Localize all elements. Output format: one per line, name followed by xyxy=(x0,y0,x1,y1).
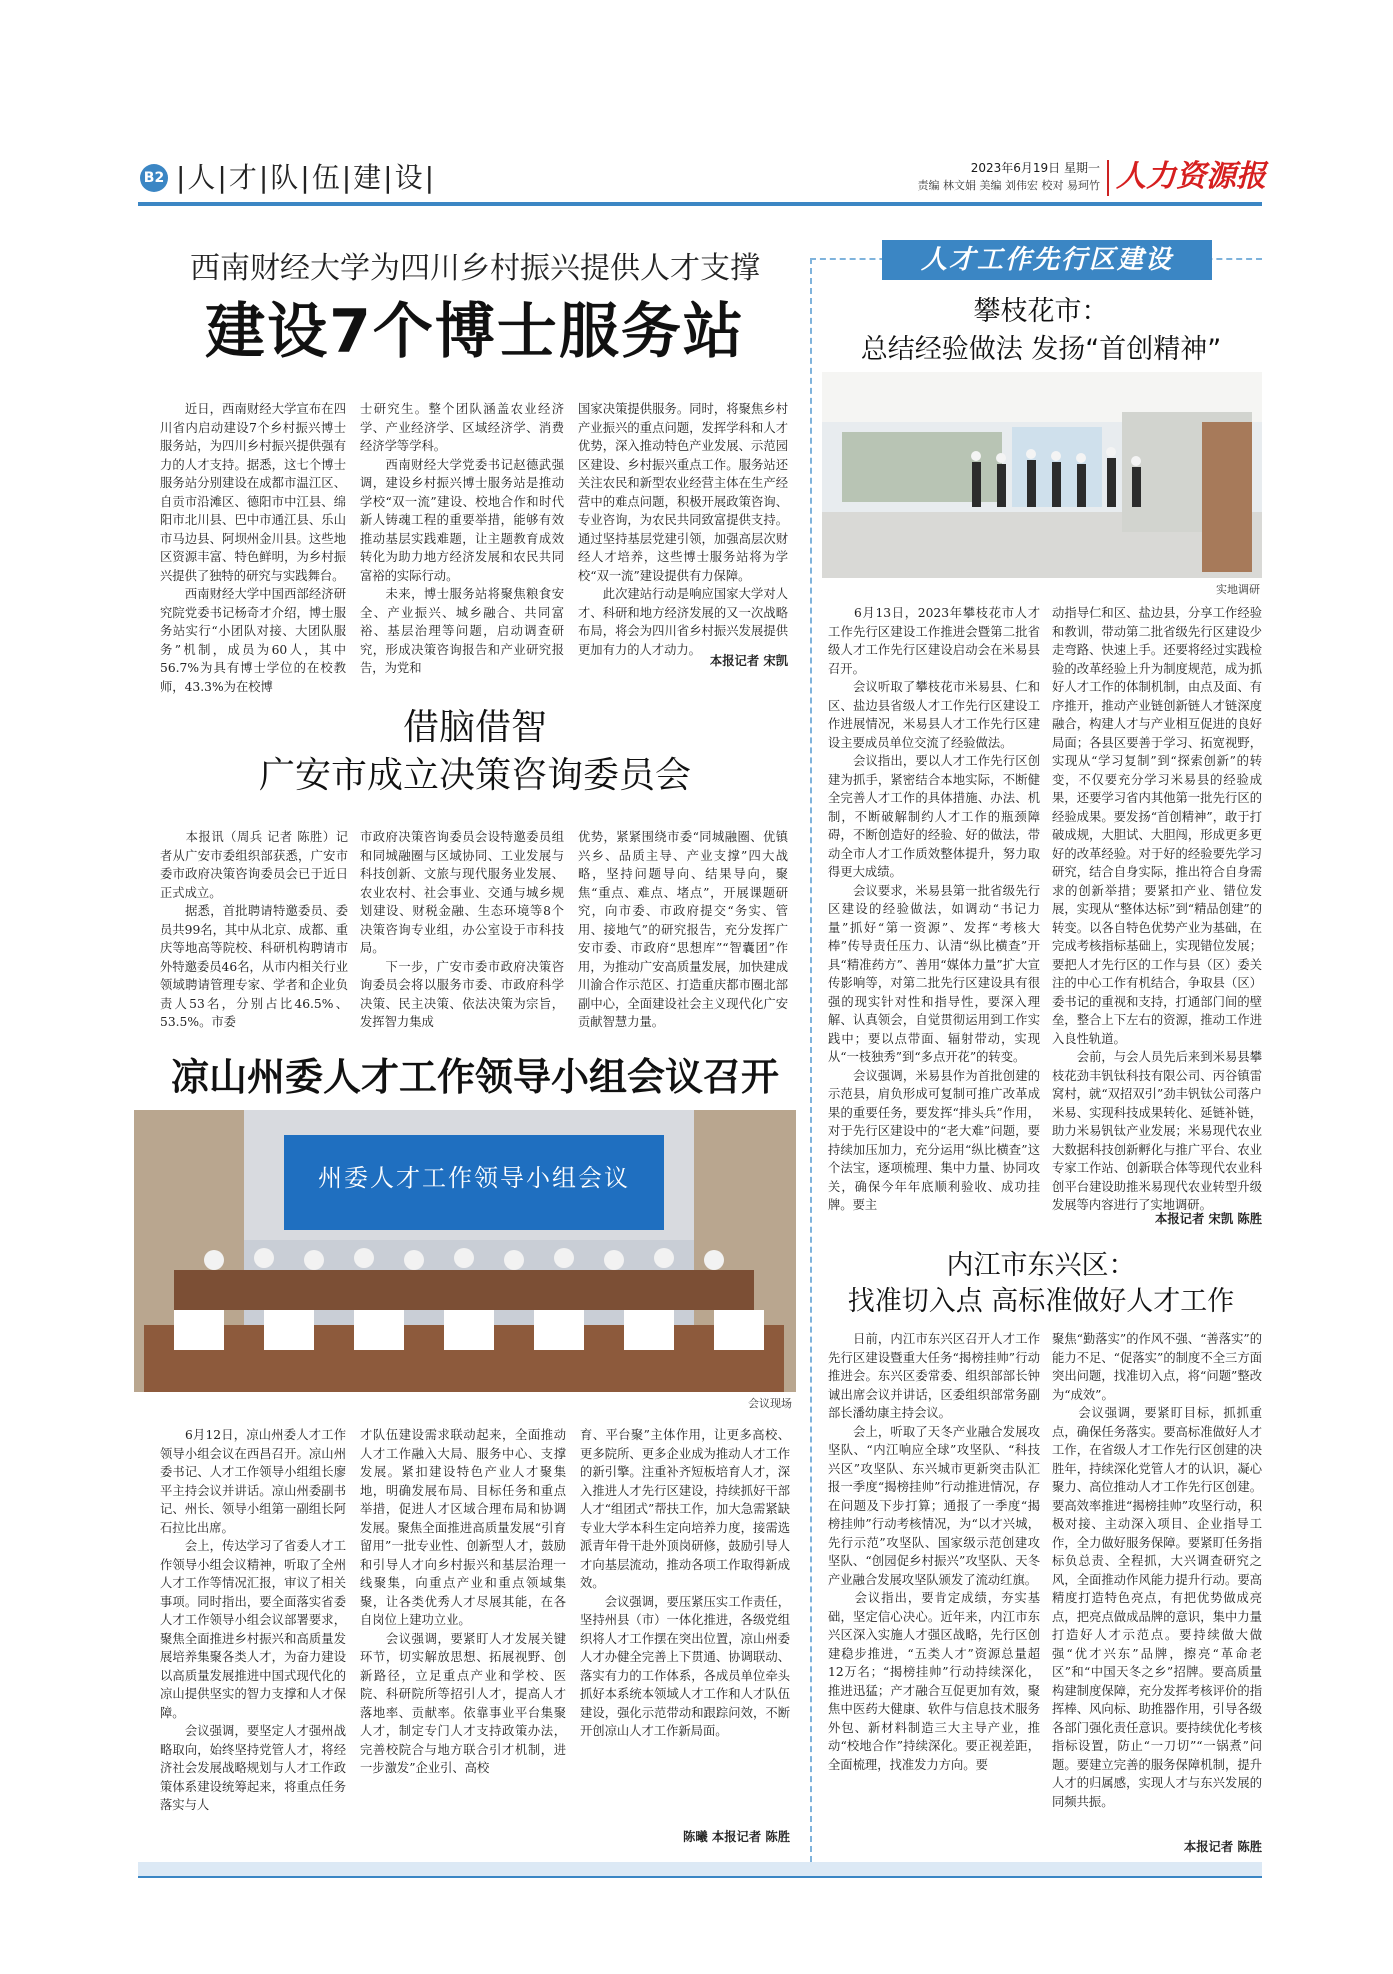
site-visit-photo xyxy=(822,372,1262,578)
right-article2-byline: 本报记者 陈胜 xyxy=(1183,1839,1262,1854)
editorial-staff: 责编 林文娟 美编 刘伟宏 校对 易珂竹 xyxy=(917,179,1100,192)
meeting-photo-art xyxy=(134,1110,796,1392)
header-divider xyxy=(1107,160,1109,196)
article3-column-2: 才队伍建设需求联动起来，全面推动人才工作融入大局、服务中心、支撑发展。紧扣建设特色产业人才聚集地，明确发展布局、目标任务和重点举措，促进人才区域合理布局和协调发展。聚焦全面推进高质量发展“引育留用”一批专业性、创新型人才，鼓励和引导人才向乡村振兴和基层治理一线聚集，向重点产业和重点领域集聚，让各类优秀人才尽展其能，在各自岗位上建功立业。 会议强调，要紧盯人才发展关键环节，切实解放思想、拓展视野、创新路径，立足重点产业和学校、医院、科研院所等招引人才，提高人才落地率、贡献率。依靠事业平台集聚人才，制定专门人才支持政策办法，完善校院合与地方联合引才机制，进一步激发”企业引、高校 xyxy=(360,1428,566,1775)
footer-rule xyxy=(138,1876,1262,1878)
page-number-badge: B2 xyxy=(140,164,168,192)
site-visit-photo-art xyxy=(822,372,1262,578)
right-article2-title-line1: 内江市东兴区： xyxy=(946,1250,1136,1281)
section-title: |人|才|队|伍|建|设| xyxy=(176,161,437,194)
article2-title: 广安市成立决策咨询委员会 xyxy=(258,755,691,796)
right-article1-byline: 本报记者 宋凯 陈胜 xyxy=(1155,1211,1262,1226)
right-article1-title-line1: 攀枝花市： xyxy=(973,296,1109,327)
header-rule xyxy=(138,202,1262,206)
right-article1-column-1: 6月13日，2023年攀枝花市人才工作先行区建设工作推进会暨第二批省级人才工作先行区建设启动会在米易县召开。 会议听取了攀枝花市米易县、仁和区、盐边县省级人才工作先行区建设工作进展情况，米易县人才工作先行区建设主要成员单位交流了经验做法。 会议指出，要以人才工作先行区创建为抓手，紧密结合本地实际，不断健全完善人才工作的具体措施、办法、机制，不断破解制约人才工作的瓶颈障碍，不断创造好的经验、好的做法，带动全市人才工作质效整体提升，努力取得更大成绩。 会议要求，米易县第一批省级先行区建设的经验做法，如调动“书记力量”抓好“第一资源”、发挥“考核大棒”传导责任压力、认清“纵比横查”开具“精准药方”、善用“媒体力量”扩大宣传影响等，对第二批先行区建设具有很强的现实针对性和指导性，要深入理解、认真领会，自觉贯彻运用到工作实践中；要以点带面、辐射带动，实现从“一枝独秀”到“多点开花”的转变。 会议强调，米易县作为首批创建的示范县，肩负形成可复制可推广改革成果的重要任务，要发挥“排头兵”作用，对于先行区建设中的“老大难”问题，要持续加压加力，充分运用“纵比横查”这个法宝，逐项梳理、集中力量、协同攻关，确保今年年底顺利验收、成功挂牌。要主 xyxy=(828,606,1040,1212)
right-article1-column-2: 动指导仁和区、盐边县，分享工作经验和教训，带动第二批省级先行区建设少走弯路、快速上手。还要将经过实践检验的改革经验上升为制度规范，成为抓好人才工作的体制机制，由点及面、有序推开，推动产业链创新链人才链深度融合，构建人才与产业相互促进的良好局面；各县区要善于学习、拓宽视野，实现从“学习复制”到“探索创新”的转变，不仅要充分学习米易县的经验成果，还要学习省内其他第一批先行区的经验成果。要发扬“首创精神”，敢于打破成规，大胆试、大胆闯，形成更多更好的改革经验。对于好的经验要先学习研究，结合自身实际，推出符合自身需求的创新举措；要紧扣产业、错位发展，实现从“整体达标”到“精品创建”的转变。以各自特色优势产业为基础，在完成考核指标基础上，实现错位发展；要把人才先行区的工作与县（区）委关注的中心工作有机结合，争取县（区）委书记的重视和支持，打通部门间的壁垒，整合上下左右的资源，推动工作进入良性轨道。 会前，与会人员先后来到米易县攀枝花劲丰钒钛科技有限公司、丙谷镇雷窝村，就“双招双引”劲丰钒钛公司落户米易、实现科技成果转化、延链补链，助力米易钒钛产业发展；米易现代农业大数据科技创新孵化与推广平台、农业专家工作站、创新联合体等现代农业科创平台建设助推米易现代农业转型升级发展等内容进行了实地调研。 xyxy=(1052,606,1262,1212)
footer-band xyxy=(138,1862,1262,1876)
issue-date: 2023年6月19日 星期一 xyxy=(970,161,1100,175)
right-article2-title-line2: 找准切入点 高标准做好人才工作 xyxy=(847,1286,1235,1317)
meeting-banner-text: 州委人才工作领导小组会议 xyxy=(318,1164,630,1192)
article3-photo-caption: 会议现场 xyxy=(748,1397,792,1410)
column-head-banner: 人才工作先行区建设 xyxy=(882,240,1212,280)
article2-lead-title: 借脑借智 xyxy=(402,707,547,748)
right-article2-column-1: 日前，内江市东兴区召开人才工作先行区建设暨重大任务“揭榜挂帅”行动推进会。东兴区委常委、组织部部长钟诚出席会议并讲话，区委组织部常务副部长潘幼康主持会议。 会上，听取了天冬产业融合发展攻坚队、“内江响应全球”攻坚队、“科技兴区”攻坚队、东兴城市更新突击队汇报一季度“揭榜挂帅”行动推进情况，存在问题及下步打算；通报了一季度“揭榜挂帅”行动考核情况，为“以才兴城，先行示范”攻坚队、国家级示范创建攻坚队、“创园促乡村振兴”攻坚队、天冬产业融合发展攻坚队颁发了流动红旗。 会议指出，要肯定成绩，夯实基础，坚定信心决心。近年来，内江市东兴区深入实施人才强区战略，先行区创建稳步推进，“五类人才”资源总量超12万名；“揭榜挂帅”行动持续深化，推进迅猛；产才融合互促更加有效，聚焦中医药大健康、软件与信息技术服务外包、新材料制造三大主导产业，推动“校地合作”持续深化。要正视差距，全面梳理，找准发力方向。要 xyxy=(828,1332,1040,1772)
article1-column-1: 近日，西南财经大学宣布在四川省内启动建设7个乡村振兴博士服务站，为四川乡村振兴提供强有力的人才支持。据悉，这七个博士服务站分别建设在成都市温江区、自贡市沿滩区、德阳市中江县、绵阳市北川县、巴中市通江县、乐山市马边县、阿坝州金川县。这些地区资源丰富、特色鲜明，为乡村振兴提供了独特的研究与实践舞台。 西南财经大学中国西部经济研究院党委书记杨奇才介绍，博士服务站实行“小团队对接、大团队服务”机制，成员为60人，其中56.7%为具有博士学位的在校教师，43.3%为在校博 xyxy=(160,402,346,694)
newspaper-logo: 人力资源报 xyxy=(1116,159,1266,194)
right-article1-photo-caption: 实地调研 xyxy=(1216,583,1260,596)
meeting-photo xyxy=(134,1110,796,1392)
right-article1-title-line2: 总结经验做法 发扬“首创精神” xyxy=(860,334,1222,365)
article2-column-2: 市政府决策咨询委员会设特邀委员组和同城融圈与区域协同、工业发展与科技创新、文旅与现代服务业发展、农业农村、社会事业、交通与城乡规划建设、财税金融、生态环境等8个决策咨询专业组，办公室设于市科技局。 下一步，广安市委市政府决策咨询委员会将以服务市委、市政府科学决策、民主决策、依法决策为宗旨，发挥智力集成 xyxy=(360,830,564,1029)
article3-byline: 陈曦 本报记者 陈胜 xyxy=(683,1829,790,1844)
article3-column-3: 育、平台聚”主体作用，让更多高校、更多院所、更多企业成为推动人才工作的新引擎。注重补齐短板培育人才，深入推进人才先行区建设，持续抓好干部人才“组团式”帮扶工作，加大急需紧缺专业大学本科生定向培养力度，接需选派青年骨干赴外顶岗研修，鼓励引导人才向基层流动，推动各项工作取得新成效。 会议强调，要压紧压实工作责任，坚持州县（市）一体化推进，各级党组织将人才工作摆在突出位置，凉山州委人才办健全完善上下贯通、协调联动、落实有力的工作体系，各成员单位牵头抓好本系统本领域人才工作和人才队伍建设，强化示范带动和跟踪问效，不断开创凉山人才工作新局面。 xyxy=(580,1428,790,1738)
article1-title: 建设7个博士服务站 xyxy=(205,297,745,367)
article1-byline: 本报记者 宋凯 xyxy=(709,653,788,668)
right-column-border xyxy=(810,258,812,1862)
article2-column-1: 本报讯（周兵 记者 陈胜）记者从广安市委组织部获悉，广安市委市政府决策咨询委员会已于近日正式成立。 据悉，首批聘请特邀委员、委员共99名，其中从北京、成都、重庆等地高等院校、科研机构聘请市外特邀委员46名，从市内相关行业领域聘请管理专家、学者和企业负责人53名，分别占比46.5%、53.5%。市委 xyxy=(160,830,348,1029)
right-article2-column-2: 聚焦“勤落实”的作风不强、“善落实”的能力不足、“促落实”的制度不全三方面突出问题，找准切入点，将“问题”整改为“成效”。 会议强调，要紧盯目标，抓抓重点，确保任务落实。要高标准做好人才工作，在省级人才工作先行区创建的决胜年，持续深化党管人才的认识，凝心聚力、高位推动人才工作先行区创建。要高效率推进“揭榜挂帅”攻坚行动，积极对接、主动深入项目、企业指导工作，全力做好服务保障。要紧盯任务指标负总责、全程抓，大兴调查研究之风，全面推动作风能力提升行动。要高精度打造特色亮点，有把优势做成亮点，把亮点做成品牌的意识，集中力量打造好人才示范点。要持续做大做强“优才兴东”品牌，擦亮“革命老区”和“中国天冬之乡”招牌。要高质量构建制度保障，充分发挥考核评价的指挥棒、风向标、助推器作用，引导各级各部门强化责任意识。要持续优化考核指标设置，防止“一刀切”“一锅煮”问题。要建立完善的服务保障机制，提升人才的归属感，实现人才与东兴发展的同频共振。 xyxy=(1052,1332,1262,1809)
article1-lead-title: 西南财经大学为四川乡村振兴提供人才支撑 xyxy=(190,251,760,286)
article1-column-3: 国家决策提供服务。同时，将聚焦乡村产业振兴的重点问题，发挥学科和人才优势，深入推动特色产业发展、示范园区建设、乡村振兴重点工作。服务站还关注农民和新型农业经营主体在生产经营中的难点问题，积极开展政策咨询、专业咨询，为农民共同致富提供支持。通过坚持基层党建引领，加强高层次财经人才培养，这些博士服务站将为学校“双一流”建设提供有力保障。 此次建站行动是响应国家大学对人才、科研和地方经济发展的又一次战略布局，将会为四川省乡村振兴发展提供更加有力的人才动力。 xyxy=(578,402,788,657)
article3-column-1: 6月12日，凉山州委人才工作领导小组会议在西昌召开。凉山州委书记、人才工作领导小组组长廖平主持会议并讲话。凉山州委副书记、州长、领导小组第一副组长阿石拉比出席。 会上，传达学习了省委人才工作领导小组会议精神，听取了全州人才工作等情况汇报，审议了相关事项。同时指出，要全面落实省委人才工作领导小组会议部署要求，聚焦全面推进乡村振兴和高质量发展培养集聚各类人才，为奋力建设以高质量发展推进中国式现代化的凉山提供坚实的智力支撑和人才保障。 会议强调，要坚定人才强州战略取向，始终坚持党管人才，将经济社会发展战略规划与人才工作政策体系建设统筹起来，将重点任务落实与人 xyxy=(160,1428,346,1812)
article1-column-2: 士研究生。整个团队涵盖农业经济学、产业经济学、区域经济学、消费经济学等学科。 西南财经大学党委书记赵德武强调，建设乡村振兴博士服务站是推动学校“双一流”建设、校地合作和时代新人铸魂工程的重要举措，能够有效推动基层实践难题，让主题教育成效转化为助力地方经济发展和农民共同富裕的实际行动。 未来，博士服务站将聚焦粮食安全、产业振兴、城乡融合、共同富裕、基层治理等问题，启动调查研究，形成决策咨询报告和产业研究报告，为党和 xyxy=(360,402,564,675)
article3-title: 凉山州委人才工作领导小组会议召开 xyxy=(170,1055,779,1099)
article2-column-3: 优势，紧紧围绕市委“同城融圈、优镇兴乡、品质主导、产业支撑”四大战略，坚持问题导向、结果导向，聚焦“重点、难点、堵点”，开展课题研究，向市委、市政府提交“务实、管用、接地气”的研究报告，充分发挥广安市委、市政府“思想库”“智囊团”作用，为推动广安高质量发展，加快建成川渝合作示范区、打造重庆都市圈北部副中心，全面建设社会主义现代化广安贡献智慧力量。 xyxy=(578,830,788,1029)
